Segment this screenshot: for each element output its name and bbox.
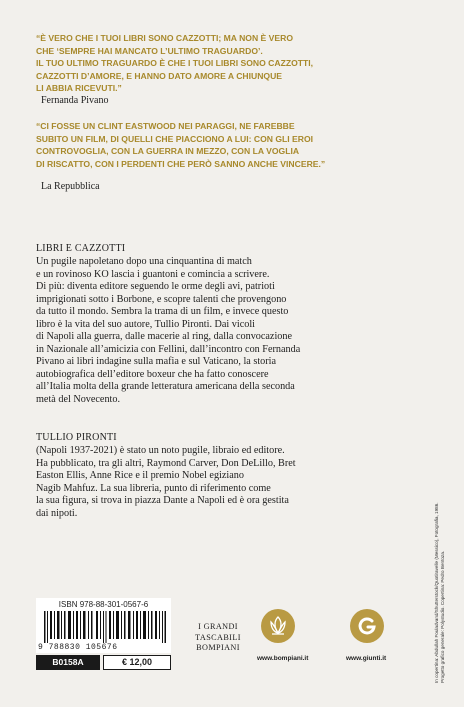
giunti-url: www.giunti.it — [346, 655, 387, 662]
quote-pivano: “È VERO CHE I TUOI LIBRI SONO CAZZOTTI; MA NON È VERO CHE ‘SEMPRE HAI MANCATO L’ULTIMO TRAGUARDO’. IL TUO ULTIMO TRAGUARDO È CHE I TUOI LIBRI SONO CAZZOTTI, CAZZOTTI D’AMORE, E HANNO DATO AMORE A CHIUNQUE LI ABBIA RICEVUTI.” — [36, 33, 314, 94]
bompiani-url: www.bompiani.it — [257, 655, 309, 662]
cover-credits: In copertina: Abdullah Fouladvand/Shutterstock/Quotiravelle (Messico), Fotografia, 1986. Progetto grafico generale: Polystudio. Copertina: Pedro Bentoza. — [434, 502, 445, 683]
price-label: € 12,00 — [103, 655, 171, 670]
product-code: B0158A — [36, 655, 100, 670]
book-title: LIBRI E CAZZOTTI — [36, 243, 126, 254]
isbn-text: ISBN 978-88-301-0567-6 — [58, 600, 149, 609]
quote-attribution-pivano: Fernanda Pivano — [41, 95, 109, 106]
book-description: Un pugile napoletano dopo una cinquantina di match e un rovinoso KO lascia i guantoni e comincia a scrivere. Di più: diventa editore seguendo le orme degli avi, patrioti imprigionati sotto i Borbone, e scopre talenti che provengono da tutto il mondo. Sembra la trama di un film, e invece questo libro è la vita del suo autore, Tullio Pironti. Dai vicoli di Napoli alla guerra, dalle macerie al ring, dalla convocazione in Nazionale all’amicizia con Fellini, dall’incontro con Fernanda Pivano ai libri indagine sulla mafia e sul Vaticano, la storia autobiografica dell’editore boxeur che ha fatto conoscere all’Italia molta della grande letteratura americana della seconda metà del Novecento. — [36, 256, 301, 405]
author-name: TULLIO PIRONTI — [36, 432, 117, 443]
bompiani-logo-icon — [261, 609, 295, 643]
quote-repubblica: “CI FOSSE UN CLINT EASTWOOD NEI PARAGGI, NE FAREBBE SUBITO UN FILM, DI QUELLI CHE PIACCIONO A LUI: CON GLI EROI CONTROVOGLIA, CON LA GUERRA IN MEZZO, CON LA VOGLIA DI RISCATTO, CON I PERDENTI CHE PERÒ SANNO ANCHE VINCERE.” — [36, 121, 326, 169]
barcode-icon — [44, 611, 166, 643]
series-name: I GRANDI TASCABILI BOMPIANI — [195, 622, 241, 652]
giunti-logo-icon — [350, 609, 384, 643]
quote-attribution-repubblica: La Repubblica — [41, 181, 100, 192]
barcode-digits: 9 788830 105676 — [38, 643, 118, 652]
author-bio: (Napoli 1937-2021) è stato un noto pugile, libraio ed editore. Ha pubblicato, tra gli altri, Raymond Carver, Don DeLillo, Bret Easton Ellis, Anne Rice e il premio Nobel egiziano Nagib Mahfuz. La sua libreria, punto di riferimento come la sua figura, si trova in piazza Dante a Napoli ed è ora gestita dai nipoti. — [36, 445, 296, 519]
